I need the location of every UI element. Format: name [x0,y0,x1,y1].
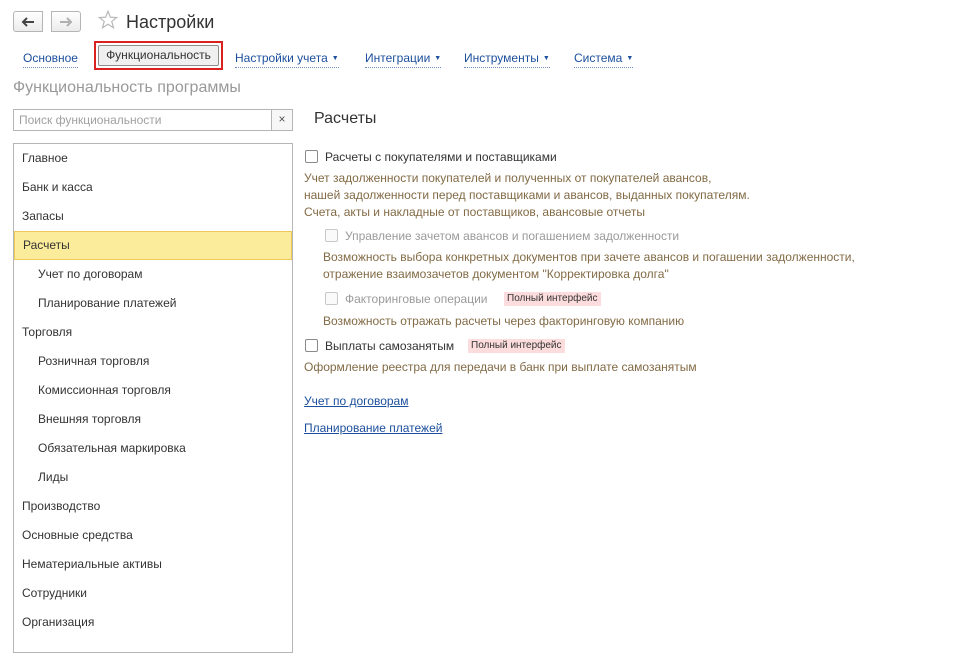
settlements-label[interactable]: Расчеты с покупателями и поставщиками [325,150,557,164]
tab-label: Инструменты [464,51,539,65]
page-title: Настройки [126,12,215,32]
tree-item-trade[interactable]: Торговля [22,325,73,339]
description-line: Оформление реестра для передачи в банк при выплате самозанятым [304,360,697,374]
description-line: отражение взаимозачетов документом "Корректировка долга" [323,267,669,281]
description-line: Учет задолженности покупателей и полученных от покупателей авансов, [304,171,712,185]
advance-offset-description [323,249,855,283]
full-interface-badge: Полный интерфейс [504,292,601,306]
settlements-checkbox[interactable] [305,150,318,163]
factoring-description [323,313,684,330]
advance-offset-checkbox[interactable] [325,229,338,242]
tab-system[interactable] [574,49,633,68]
contracts-link[interactable]: Учет по договорам [304,394,409,408]
tree-item-leads[interactable]: Лиды [38,470,69,484]
tab-label: Настройки учета [235,51,328,65]
tree-item-retail[interactable]: Розничная торговля [38,354,150,368]
advance-offset-label[interactable]: Управление зачетом авансов и погашением задолженности [345,229,680,243]
tree-item-employees[interactable]: Сотрудники [22,586,87,600]
tree-item-commission[interactable]: Комиссионная торговля [38,383,171,397]
tree-item-inventory[interactable]: Запасы [22,209,64,223]
dropdown-arrow-icon: ▼ [434,55,442,62]
arrow-left-icon [21,17,35,27]
functionality-tree [13,143,293,653]
tab-integrations[interactable] [365,49,441,68]
tab-label: Система [574,51,623,65]
arrow-right-icon [59,17,73,27]
self-employed-checkbox[interactable] [305,339,318,352]
content-title: Расчеты [314,110,377,127]
tab-label: Основное [23,51,78,65]
self-employed-label[interactable]: Выплаты самозанятым [325,339,455,353]
search-input[interactable] [14,110,274,130]
dropdown-arrow-icon: ▼ [542,55,550,62]
search-box [13,109,272,131]
description-line: Счета, акты и накладные от поставщиков, авансовые отчеты [304,205,646,219]
factoring-label[interactable]: Факторинговые операции [345,292,488,306]
description-line: Возможность выбора конкретных документов при зачете авансов и погашении задолженности, [323,250,855,264]
tree-item-marking[interactable]: Обязательная маркировка [38,441,186,455]
forward-button[interactable] [51,11,81,32]
tab-tools[interactable] [464,49,550,68]
tree-item-contracts[interactable]: Учет по договорам [38,267,143,281]
tab-accounting-settings[interactable] [235,49,339,68]
dropdown-arrow-icon: ▼ [331,55,339,62]
clear-search-button[interactable]: × [271,109,293,131]
tab-functionality[interactable]: Функциональность [98,45,219,66]
tree-item-bank-cash[interactable]: Банк и касса [22,180,93,194]
star-icon[interactable] [97,9,119,31]
tree-item-intangible-assets[interactable]: Нематериальные активы [22,557,162,571]
back-button[interactable] [13,11,43,32]
tree-item-organization[interactable]: Организация [22,615,95,629]
payment-planning-link[interactable]: Планирование платежей [304,421,443,435]
section-heading: Функциональность программы [13,79,241,96]
tab-label: Интеграции [365,51,431,65]
tree-item-fixed-assets[interactable]: Основные средства [22,528,133,542]
description-line: Возможность отражать расчеты через факторинговую компанию [323,314,685,328]
tree-item-settlements[interactable]: Расчеты [14,231,292,260]
dropdown-arrow-icon: ▼ [626,55,634,62]
description-line: нашей задолженности перед поставщиками и авансов, выданных покупателям. [304,188,750,202]
tree-item-production[interactable]: Производство [22,499,101,513]
tree-item-payment-planning[interactable]: Планирование платежей [38,296,177,310]
settlements-description [304,170,750,221]
full-interface-badge: Полный интерфейс [468,339,565,353]
self-employed-description [304,359,697,376]
tab-main[interactable] [23,49,78,68]
tree-item-foreign-trade[interactable]: Внешняя торговля [38,412,141,426]
tree-item-main[interactable]: Главное [22,151,68,165]
factoring-checkbox[interactable] [325,292,338,305]
